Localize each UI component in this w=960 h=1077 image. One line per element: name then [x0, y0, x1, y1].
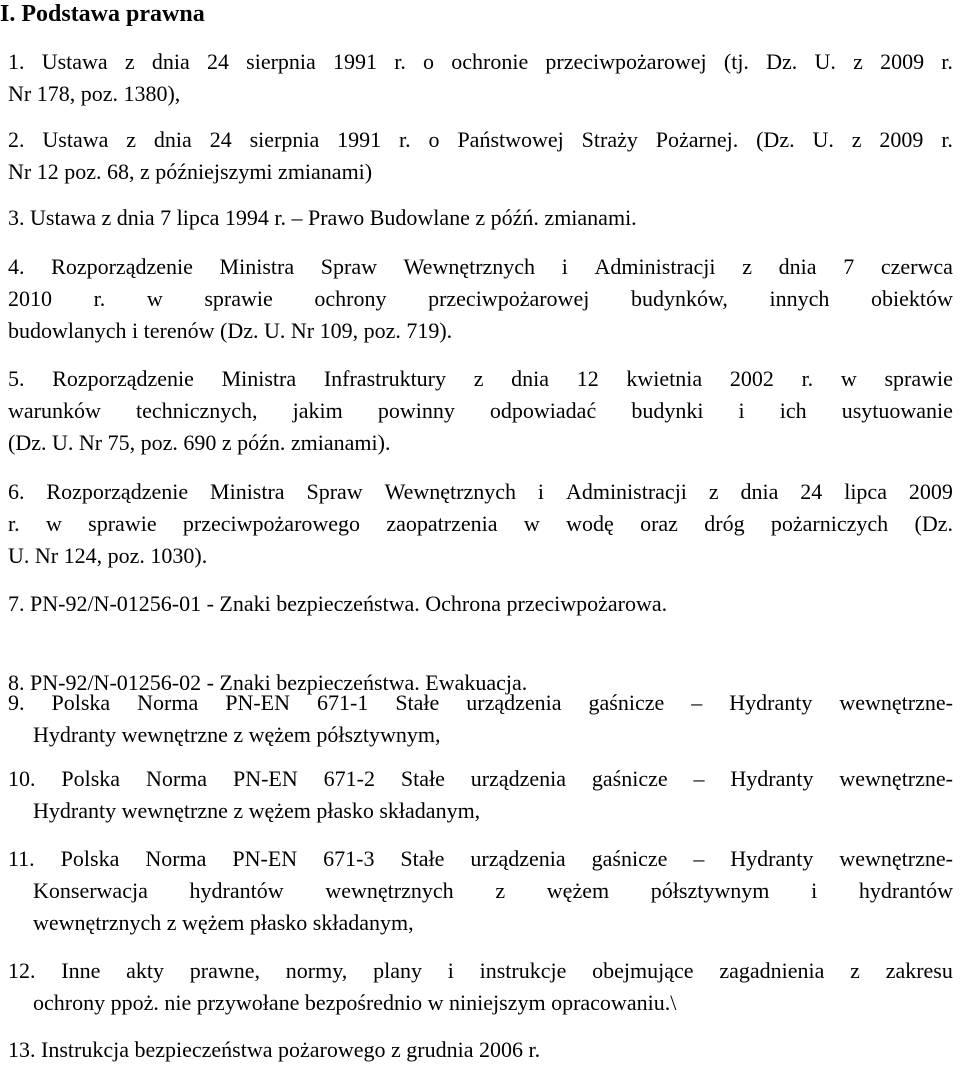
list-item-line: Hydranty wewnętrzne z wężem półsztywnym,	[33, 722, 441, 747]
list-item-line: 4. Rozporządzenie Ministra Spraw Wewnętrznych i Administracji z dnia 7 czerwca	[8, 254, 953, 279]
list-item-line: Hydranty wewnętrzne z wężem płasko składanym,	[33, 798, 481, 823]
list-item-line: Nr 178, poz. 1380),	[8, 81, 181, 106]
list-item	[8, 763, 953, 827]
list-item	[8, 588, 953, 620]
list-item	[8, 843, 953, 939]
list-item-line: 1. Ustawa z dnia 24 sierpnia 1991 r. o ochronie przeciwpożarowej (tj. Dz. U. z 2009 r.	[8, 49, 953, 74]
list-item	[8, 46, 953, 110]
list-item-line: 9. Polska Norma PN-EN 671-1 Stałe urządzenia gaśnicze – Hydranty wewnętrzne-	[8, 690, 953, 715]
list-item-line: ochrony ppoż. nie przywołane bezpośrednio w niniejszym opracowaniu.\	[33, 990, 677, 1015]
list-item	[8, 124, 953, 188]
list-item-line: r. w sprawie przeciwpożarowego zaopatrzenia w wodę oraz dróg pożarniczych (Dz.	[8, 511, 953, 536]
list-item-line: 12. Inne akty prawne, normy, plany i instrukcje obejmujące zagadnienia z zakresu	[8, 958, 953, 983]
list-item-line: warunków technicznych, jakim powinny odpowiadać budynki i ich usytuowanie	[8, 398, 953, 423]
list-item-line: 2010 r. w sprawie ochrony przeciwpożarowej budynków, innych obiektów	[8, 286, 953, 311]
list-item-line: 10. Polska Norma PN-EN 671-2 Stałe urządzenia gaśnicze – Hydranty wewnętrzne-	[8, 766, 953, 791]
list-item	[8, 363, 953, 459]
list-item-line: wewnętrznych z wężem płasko składanym,	[33, 910, 414, 935]
list-item-line: 13. Instrukcja bezpieczeństwa pożarowego z grudnia 2006 r.	[8, 1037, 541, 1062]
list-item-line: 6. Rozporządzenie Ministra Spraw Wewnętrznych i Administracji z dnia 24 lipca 2009	[8, 479, 953, 504]
list-item	[8, 251, 953, 347]
list-item-line: budowlanych i terenów (Dz. U. Nr 109, poz. 719).	[8, 318, 453, 343]
list-item	[8, 202, 953, 234]
list-item	[8, 476, 953, 572]
list-item	[8, 687, 953, 751]
list-item	[8, 955, 953, 1019]
list-item-line: 11. Polska Norma PN-EN 671-3 Stałe urządzenia gaśnicze – Hydranty wewnętrzne-	[8, 846, 953, 871]
list-item-line: 3. Ustawa z dnia 7 lipca 1994 r. – Prawo Budowlane z późń. zmianami.	[8, 205, 637, 230]
section-heading: I. Podstawa prawna	[0, 1, 205, 27]
list-item-line: (Dz. U. Nr 75, poz. 690 z późn. zmianami).	[8, 430, 391, 455]
list-item	[8, 1034, 953, 1066]
list-item-line: 5. Rozporządzenie Ministra Infrastruktury z dnia 12 kwietnia 2002 r. w sprawie	[8, 366, 953, 391]
list-item-line: Nr 12 poz. 68, z późniejszymi zmianami)	[8, 159, 373, 184]
list-item-line: 2. Ustawa z dnia 24 sierpnia 1991 r. o Państwowej Straży Pożarnej. (Dz. U. z 2009 r.	[8, 127, 953, 152]
list-item-line: 8. PN-92/N-01256-02 - Znaki bezpieczeństwa. Ewakuacja.	[8, 670, 528, 695]
list-item-line: Konserwacja hydrantów wewnętrznych z wężem półsztywnym i hydrantów	[33, 878, 953, 903]
list-item-line: 7. PN-92/N-01256-01 - Znaki bezpieczeństwa. Ochrona przeciwpożarowa.	[8, 591, 668, 616]
list-item-line: U. Nr 124, poz. 1030).	[8, 543, 208, 568]
